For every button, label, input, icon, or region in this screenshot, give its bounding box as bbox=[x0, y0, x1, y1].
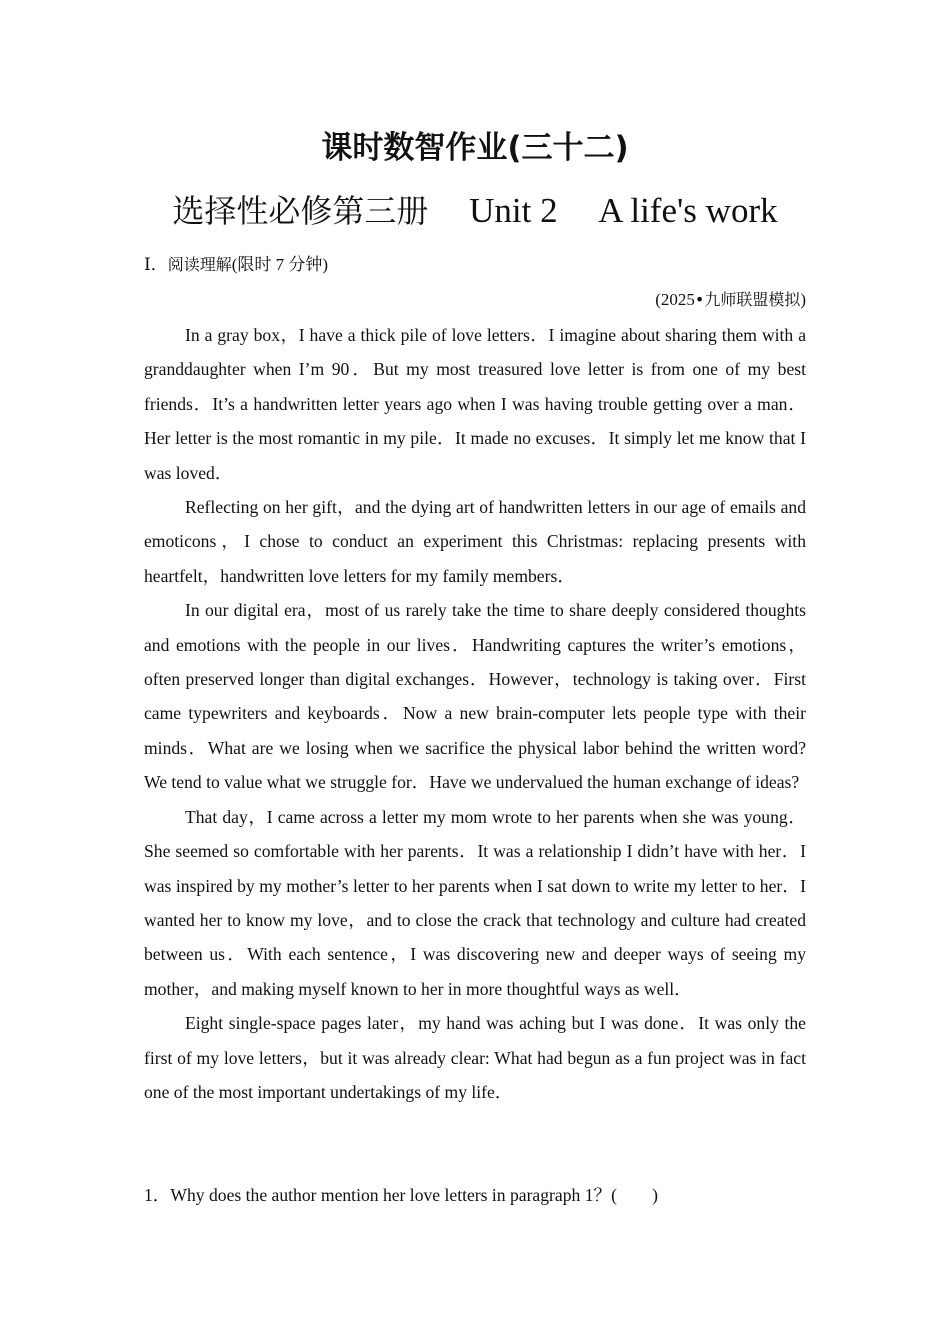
passage-paragraph: Reflecting on her gift，and the dying art of handwritten letters in our age of emails and emoticons，I chose to conduct an experiment this Christmas: replacing presents with heartfelt，handwritten love letters for my family members． bbox=[144, 497, 806, 586]
page-title: 课时数智作业(三十二) bbox=[321, 130, 629, 166]
passage-paragraph: That day，I came across a letter my mom wrote to her parents when she was young．She seemed so comfortable with her parents．It was a relationship I didn’t have with her．I was inspired by my mother’s letter to her parents when I sat down to write my letter to her．I wanted her to know my love，and to close the crack that technology and culture had created between us．With each sentence，I was discovering new and deeper ways of seeing my mother，and making myself known to her in more thoughtful ways as well． bbox=[144, 806, 806, 999]
page-subtitle bbox=[144, 188, 806, 234]
section-numeral: Ⅰ． bbox=[144, 255, 168, 274]
subtitle-unit: Unit 2 bbox=[469, 191, 558, 230]
passage-paragraph: In a gray box，I have a thick pile of love letters．I imagine about sharing them with a granddaughter when I’m 90．But my most treasured love letter is from one of my best friends．It’s a handwritten letter years ago when I was having trouble getting over a man．Her letter is the most romantic in my pile．It made no excuses．It simply let me know that I was loved． bbox=[144, 325, 806, 483]
passage-paragraph: In our digital era，most of us rarely take the time to share deeply considered thoughts and emotions with the people in our lives．Handwriting captures the writer’s emotions，often preserved longer than digital exchanges．However，technology is taking over．First came typewriters and keyboards．Now a new brain-computer lets people type with their minds．What are we losing when we sacrifice the physical labor behind the written word? We tend to value what we struggle for．Have we undervalued the human exchange of ideas? bbox=[144, 600, 806, 793]
reading-passage bbox=[144, 318, 806, 1109]
question-number: 1． bbox=[144, 1185, 171, 1205]
passage-source bbox=[655, 287, 806, 313]
subtitle-topic: A life's work bbox=[598, 191, 778, 230]
passage-paragraph: Eight single-space pages later，my hand was aching but I was done．It was only the first of my love letters，but it was already clear: What had begun as a fun project was in fact one of the most important undertakings of my life． bbox=[144, 1013, 806, 1102]
question-text: Why does the author mention her love letters in paragraph 1？( ) bbox=[170, 1185, 658, 1205]
source-year: (2025 bbox=[655, 290, 695, 309]
question-item bbox=[144, 1178, 658, 1212]
section-time-limit: (限时 7 分钟) bbox=[231, 255, 329, 274]
section-name: 阅读理解 bbox=[167, 255, 232, 274]
source-dot: • bbox=[694, 290, 705, 309]
subtitle-book: 选择性必修第三册 bbox=[172, 192, 429, 230]
section-heading bbox=[144, 252, 328, 278]
source-name: 九师联盟模拟 bbox=[704, 290, 801, 309]
source-close: ) bbox=[800, 290, 806, 309]
